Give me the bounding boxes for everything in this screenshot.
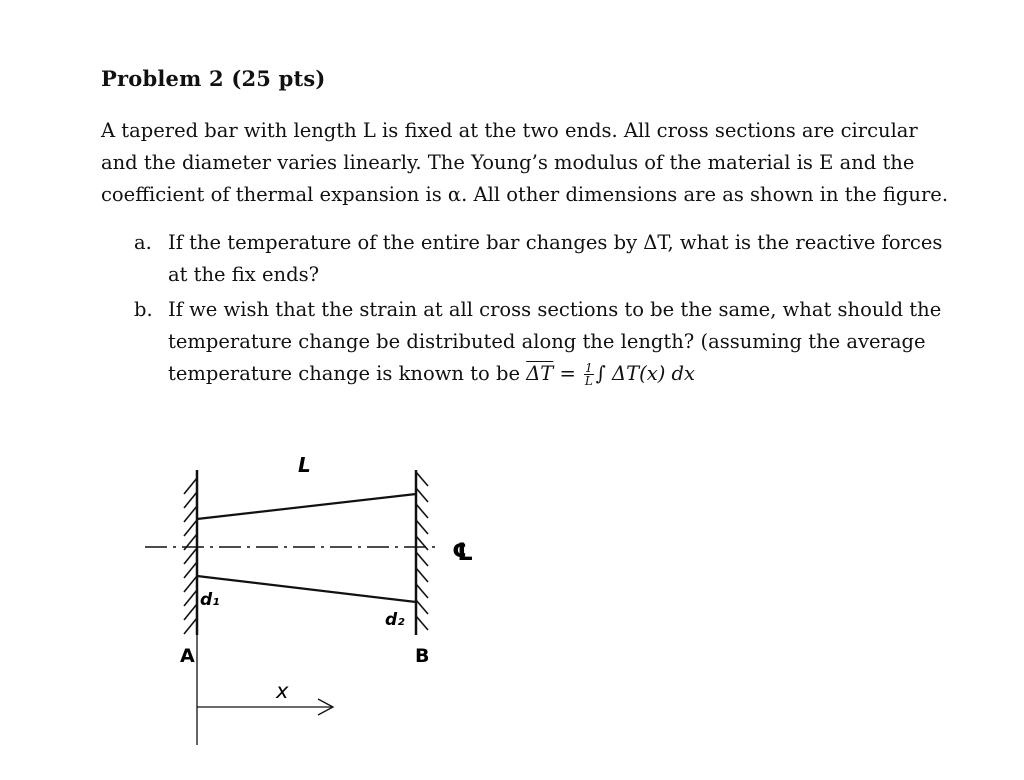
part-b-text: temperature change is known to be	[168, 362, 520, 385]
figure-svg	[140, 450, 500, 760]
right-wall-hatching	[416, 472, 428, 630]
part-b-line-with-formula	[168, 358, 964, 390]
average-temperature-formula	[526, 361, 696, 388]
centerline-label: ℄	[452, 538, 474, 566]
part-a-line: If the temperature of the entire bar changes by ΔT, what is the reactive forces	[168, 231, 943, 254]
fraction-denominator: L	[584, 374, 593, 388]
part-b-label: b.	[134, 298, 153, 321]
question-parts	[134, 227, 964, 393]
fraction-numerator: 1	[585, 361, 593, 375]
intro-line: A tapered bar with length L is fixed at the two ends. All cross sections are circular	[101, 119, 918, 142]
d2-label: d₂	[385, 610, 405, 630]
part-b-line: If we wish that the strain at all cross sections to be the same, what should the	[168, 298, 942, 321]
bar-top-edge	[197, 494, 416, 519]
problem-title: Problem 2 (25 pts)	[101, 66, 326, 91]
d1-label: d₁	[200, 590, 220, 610]
part-a	[134, 227, 964, 291]
part-a-label: a.	[134, 231, 152, 254]
formula-rhs: ∫ ΔT(x) dx	[595, 362, 696, 385]
problem-statement	[101, 115, 951, 211]
intro-line: and the diameter varies linearly. The Young’s modulus of the material is E and the	[101, 151, 915, 174]
part-a-line: at the fix ends?	[168, 263, 320, 286]
length-label: L	[298, 453, 311, 477]
formula-fraction	[584, 362, 594, 387]
left-wall-hatching	[184, 478, 197, 634]
part-b-line: temperature change be distributed along the length? (assuming the average	[168, 330, 926, 353]
formula-lhs: $\overline{\Delta T}$	[526, 362, 554, 385]
point-b-label: B	[415, 645, 430, 667]
bar-bottom-edge	[197, 576, 416, 602]
part-b	[134, 294, 964, 390]
tapered-bar-figure	[140, 450, 500, 760]
intro-line: coefficient of thermal expansion is α. All other dimensions are as shown in the figure.	[101, 183, 949, 206]
x-label: x	[276, 679, 289, 703]
point-a-label: A	[180, 645, 195, 667]
formula-equals: =	[553, 362, 583, 385]
